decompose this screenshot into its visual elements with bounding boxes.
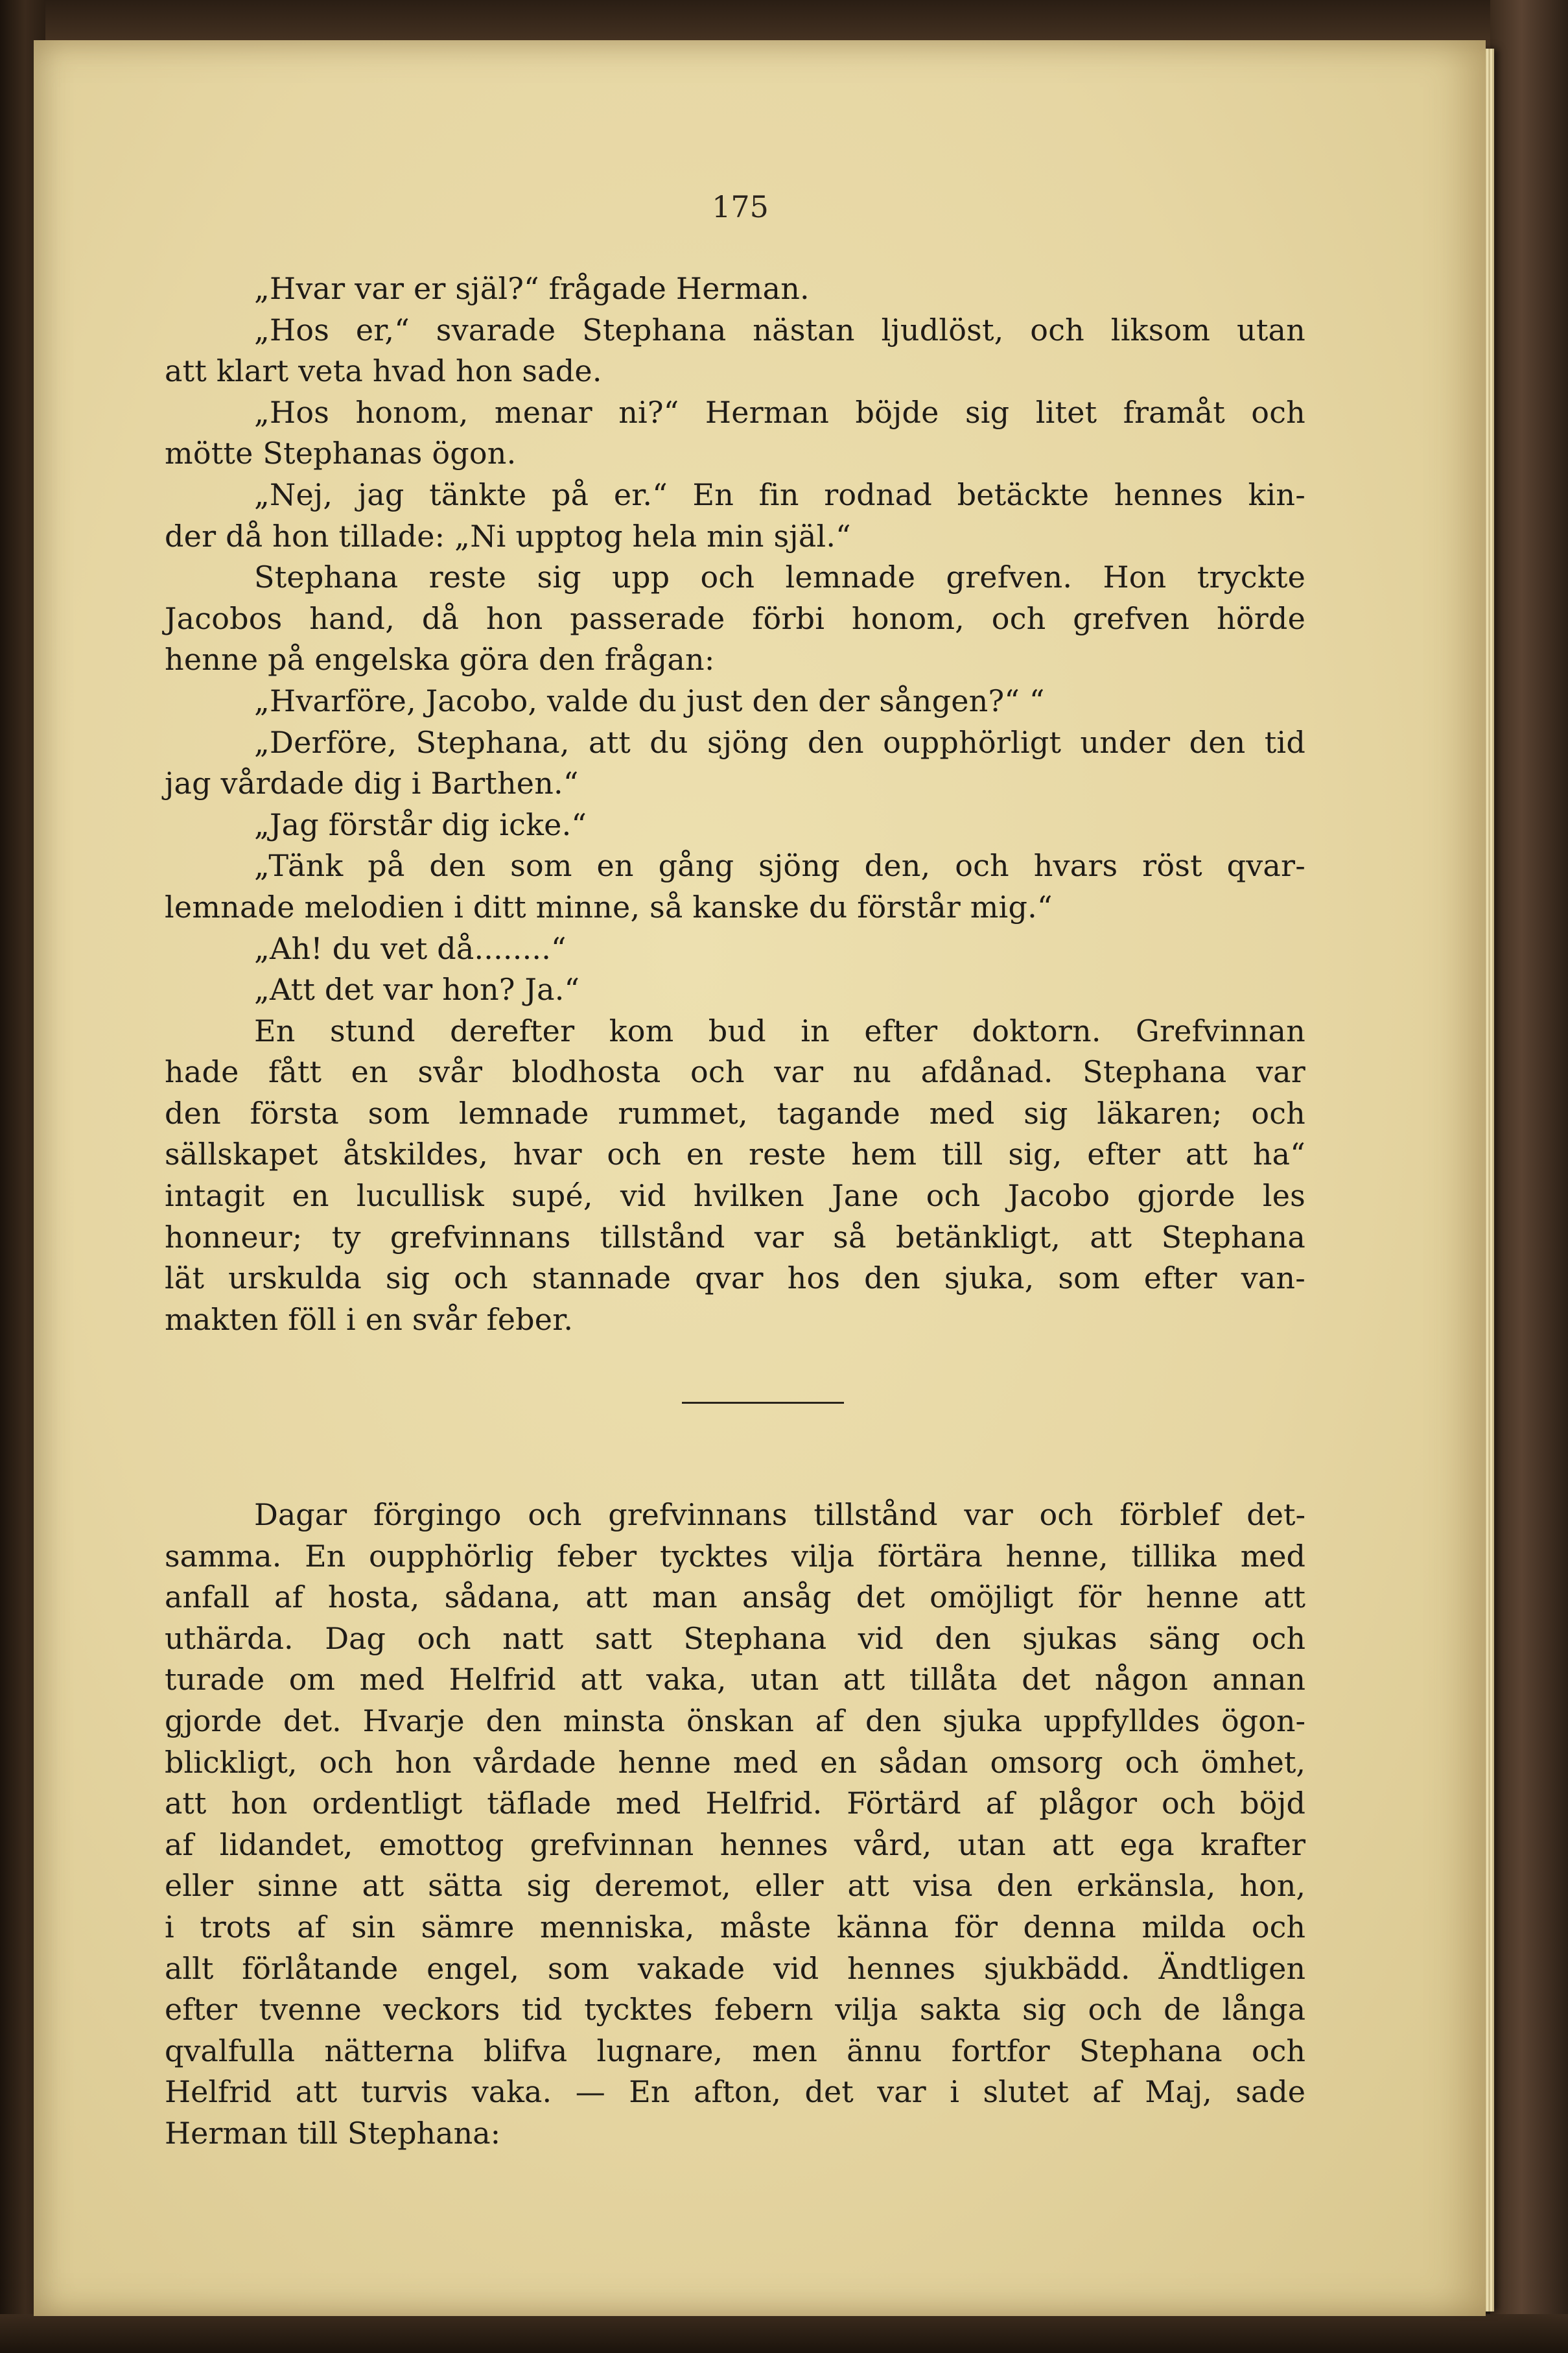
text-line: En stund derefter kom bud in efter doktorn. Grefvinnan	[254, 1013, 1305, 1048]
book-page	[34, 40, 1486, 2316]
text-line: „Derföre, Stephana, att du sjöng den oupphörligt under den tid	[254, 724, 1305, 760]
text-line: jag vårdade dig i Barthen.“	[165, 766, 579, 801]
text-line: Herman till Stephana:	[165, 2115, 501, 2151]
text-line: att klart veta hvad hon sade.	[165, 353, 602, 389]
text-line: „Ah! du vet då........“	[254, 930, 567, 966]
text-line: mötte Stephanas ögon.	[165, 436, 517, 471]
text-line: henne på engelska göra den frågan:	[165, 642, 715, 678]
text-line: den första som lemnade rummet, tagande med sig läkaren; och	[165, 1095, 1305, 1131]
text-line: efter tvenne veckors tid tycktes febern vilja sakta sig och de långa	[165, 1992, 1305, 2028]
text-line: gjorde det. Hvarje den minsta önskan af den sjuka uppfylldes ögon-	[165, 1703, 1305, 1738]
text-line: Stephana reste sig upp och lemnade grefven. Hon tryckte	[254, 560, 1305, 595]
text-line: i trots af sin sämre menniska, måste känna för denna milda och	[165, 1909, 1305, 1945]
text-line: Dagar förgingo och grefvinnans tillstånd var och förblef det-	[254, 1497, 1305, 1532]
text-line: lät urskulda sig och stannade qvar hos den sjuka, som efter van-	[165, 1260, 1305, 1296]
text-line: sällskapet åtskildes, hvar och en reste hem till sig, efter att ha“	[165, 1137, 1305, 1172]
text-line: „Jag förstår dig icke.“	[254, 807, 587, 842]
text-line: uthärda. Dag och natt satt Stephana vid den sjukas säng och	[165, 1620, 1305, 1656]
page-number: 175	[712, 189, 769, 224]
text-line: samma. En oupphörlig feber tycktes vilja förtära henne, tillika med	[165, 1538, 1305, 1574]
text-line: „Hos honom, menar ni?“ Herman böjde sig litet framåt och	[254, 394, 1305, 430]
text-line: intagit en lucullisk supé, vid hvilken Jane och Jacobo gjorde les	[165, 1178, 1305, 1214]
text-block-upper	[165, 268, 1305, 1340]
text-line: „Hvar var er själ?“ frågade Herman.	[254, 271, 810, 306]
text-block-lower	[165, 1495, 1305, 2155]
text-line: honneur; ty grefvinnans tillstånd var så betänkligt, att Stephana	[165, 1219, 1305, 1255]
text-line: „Hvarföre, Jacobo, valde du just den der sången?“ “	[254, 683, 1045, 718]
text-line: lemnade melodien i ditt minne, så kanske du förstår mig.“	[165, 889, 1053, 925]
text-line: hade fått en svår blodhosta och var nu afdånad. Stephana var	[165, 1054, 1305, 1090]
text-line: turade om med Helfrid att vaka, utan att tillåta det någon annan	[165, 1662, 1305, 1697]
text-line: allt förlåtande engel, som vakade vid hennes sjukbädd. Ändtligen	[165, 1950, 1305, 1986]
text-line: Jacobos hand, då hon passerade förbi honom, och grefven hörde	[165, 600, 1305, 636]
text-line: Helfrid att turvis vaka. — En afton, det var i slutet af Maj, sade	[165, 2074, 1305, 2110]
book-cover-bottom	[0, 2314, 1568, 2353]
section-separator	[682, 1402, 844, 1404]
text-line: „Tänk på den som en gång sjöng den, och hvars röst qvar-	[254, 848, 1305, 884]
text-line: „Att det var hon? Ja.“	[254, 972, 580, 1008]
text-line: „Nej, jag tänkte på er.“ En fin rodnad betäckte hennes kin-	[254, 477, 1305, 512]
text-line: makten föll i en svår feber.	[165, 1301, 574, 1337]
text-line: qvalfulla nätterna blifva lugnare, men ännu fortfor Stephana och	[165, 2033, 1305, 2068]
text-line: eller sinne att sätta sig deremot, eller att visa den erkänsla, hon,	[165, 1868, 1305, 1904]
text-line: af lidandet, emottog grefvinnan hennes vård, utan att ega krafter	[165, 1827, 1305, 1862]
text-line: „Hos er,“ svarade Stephana nästan ljudlöst, och liksom utan	[254, 312, 1305, 348]
text-line: der då hon tillade: „Ni upptog hela min själ.“	[165, 518, 851, 554]
book-cover-right	[1490, 0, 1568, 2353]
text-line: att hon ordentligt täflade med Helfrid. Förtärd af plågor och böjd	[165, 1786, 1305, 1821]
text-line: blickligt, och hon vårdade henne med en sådan omsorg och ömhet,	[165, 1744, 1305, 1780]
text-line: anfall af hosta, sådana, att man ansåg det omöjligt för henne att	[165, 1579, 1305, 1615]
